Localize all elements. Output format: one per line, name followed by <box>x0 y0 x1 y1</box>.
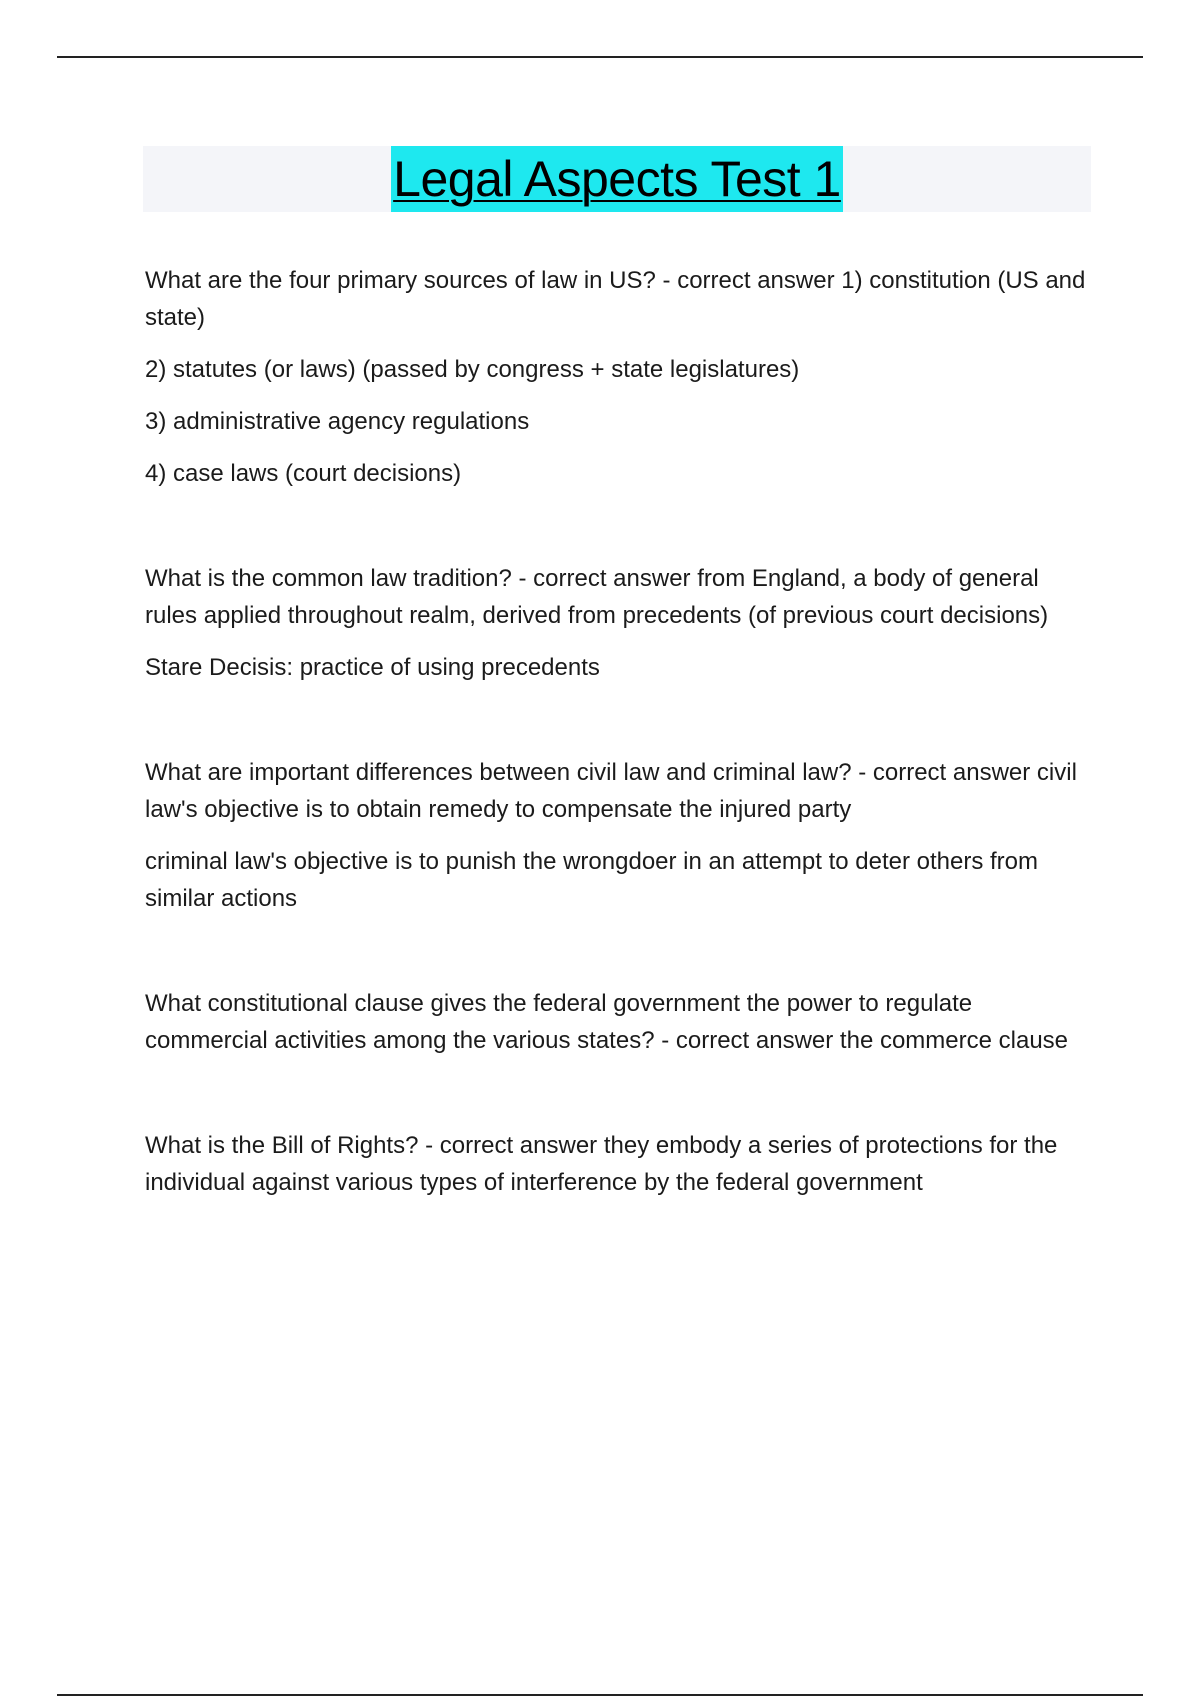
qa-paragraph: 2) statutes (or laws) (passed by congress + state legislatures) <box>145 356 800 383</box>
qa-item-civil-vs-criminal <box>145 754 1090 917</box>
qa-paragraph: What constitutional clause gives the federal government the power to regulate commercial activities among the various states? - correct answer the commerce clause <box>145 990 1069 1054</box>
qa-paragraph: What is the Bill of Rights? - correct answer they embody a series of protections for the individual against various types of interference by the federal government <box>145 1132 1058 1196</box>
qa-item-bill-of-rights <box>145 1127 1090 1201</box>
qa-paragraph: Stare Decisis: practice of using precedents <box>145 654 600 681</box>
bottom-rule <box>57 1694 1143 1696</box>
qa-item-sources-of-law <box>145 262 1090 492</box>
qa-paragraph: 3) administrative agency regulations <box>145 408 530 435</box>
title-band <box>143 146 1091 212</box>
qa-item-common-law <box>145 560 1090 686</box>
qa-paragraph: What are the four primary sources of law in US? - correct answer 1) constitution (US and state) <box>145 267 1086 331</box>
qa-paragraph: 4) case laws (court decisions) <box>145 460 462 487</box>
qa-paragraph: criminal law's objective is to punish the wrongdoer in an attempt to deter others from similar actions <box>145 848 1039 912</box>
qa-paragraph: What is the common law tradition? - correct answer from England, a body of general rules applied throughout realm, derived from precedents (of previous court decisions) <box>145 565 1049 629</box>
qa-item-commerce-clause <box>145 985 1090 1059</box>
top-rule <box>57 56 1143 58</box>
qa-paragraph: What are important differences between civil law and criminal law? - correct answer civil law's objective is to obtain remedy to compensate the injured party <box>145 759 1077 823</box>
document-body <box>145 262 1090 1269</box>
document-title: Legal Aspects Test 1 <box>391 146 843 212</box>
